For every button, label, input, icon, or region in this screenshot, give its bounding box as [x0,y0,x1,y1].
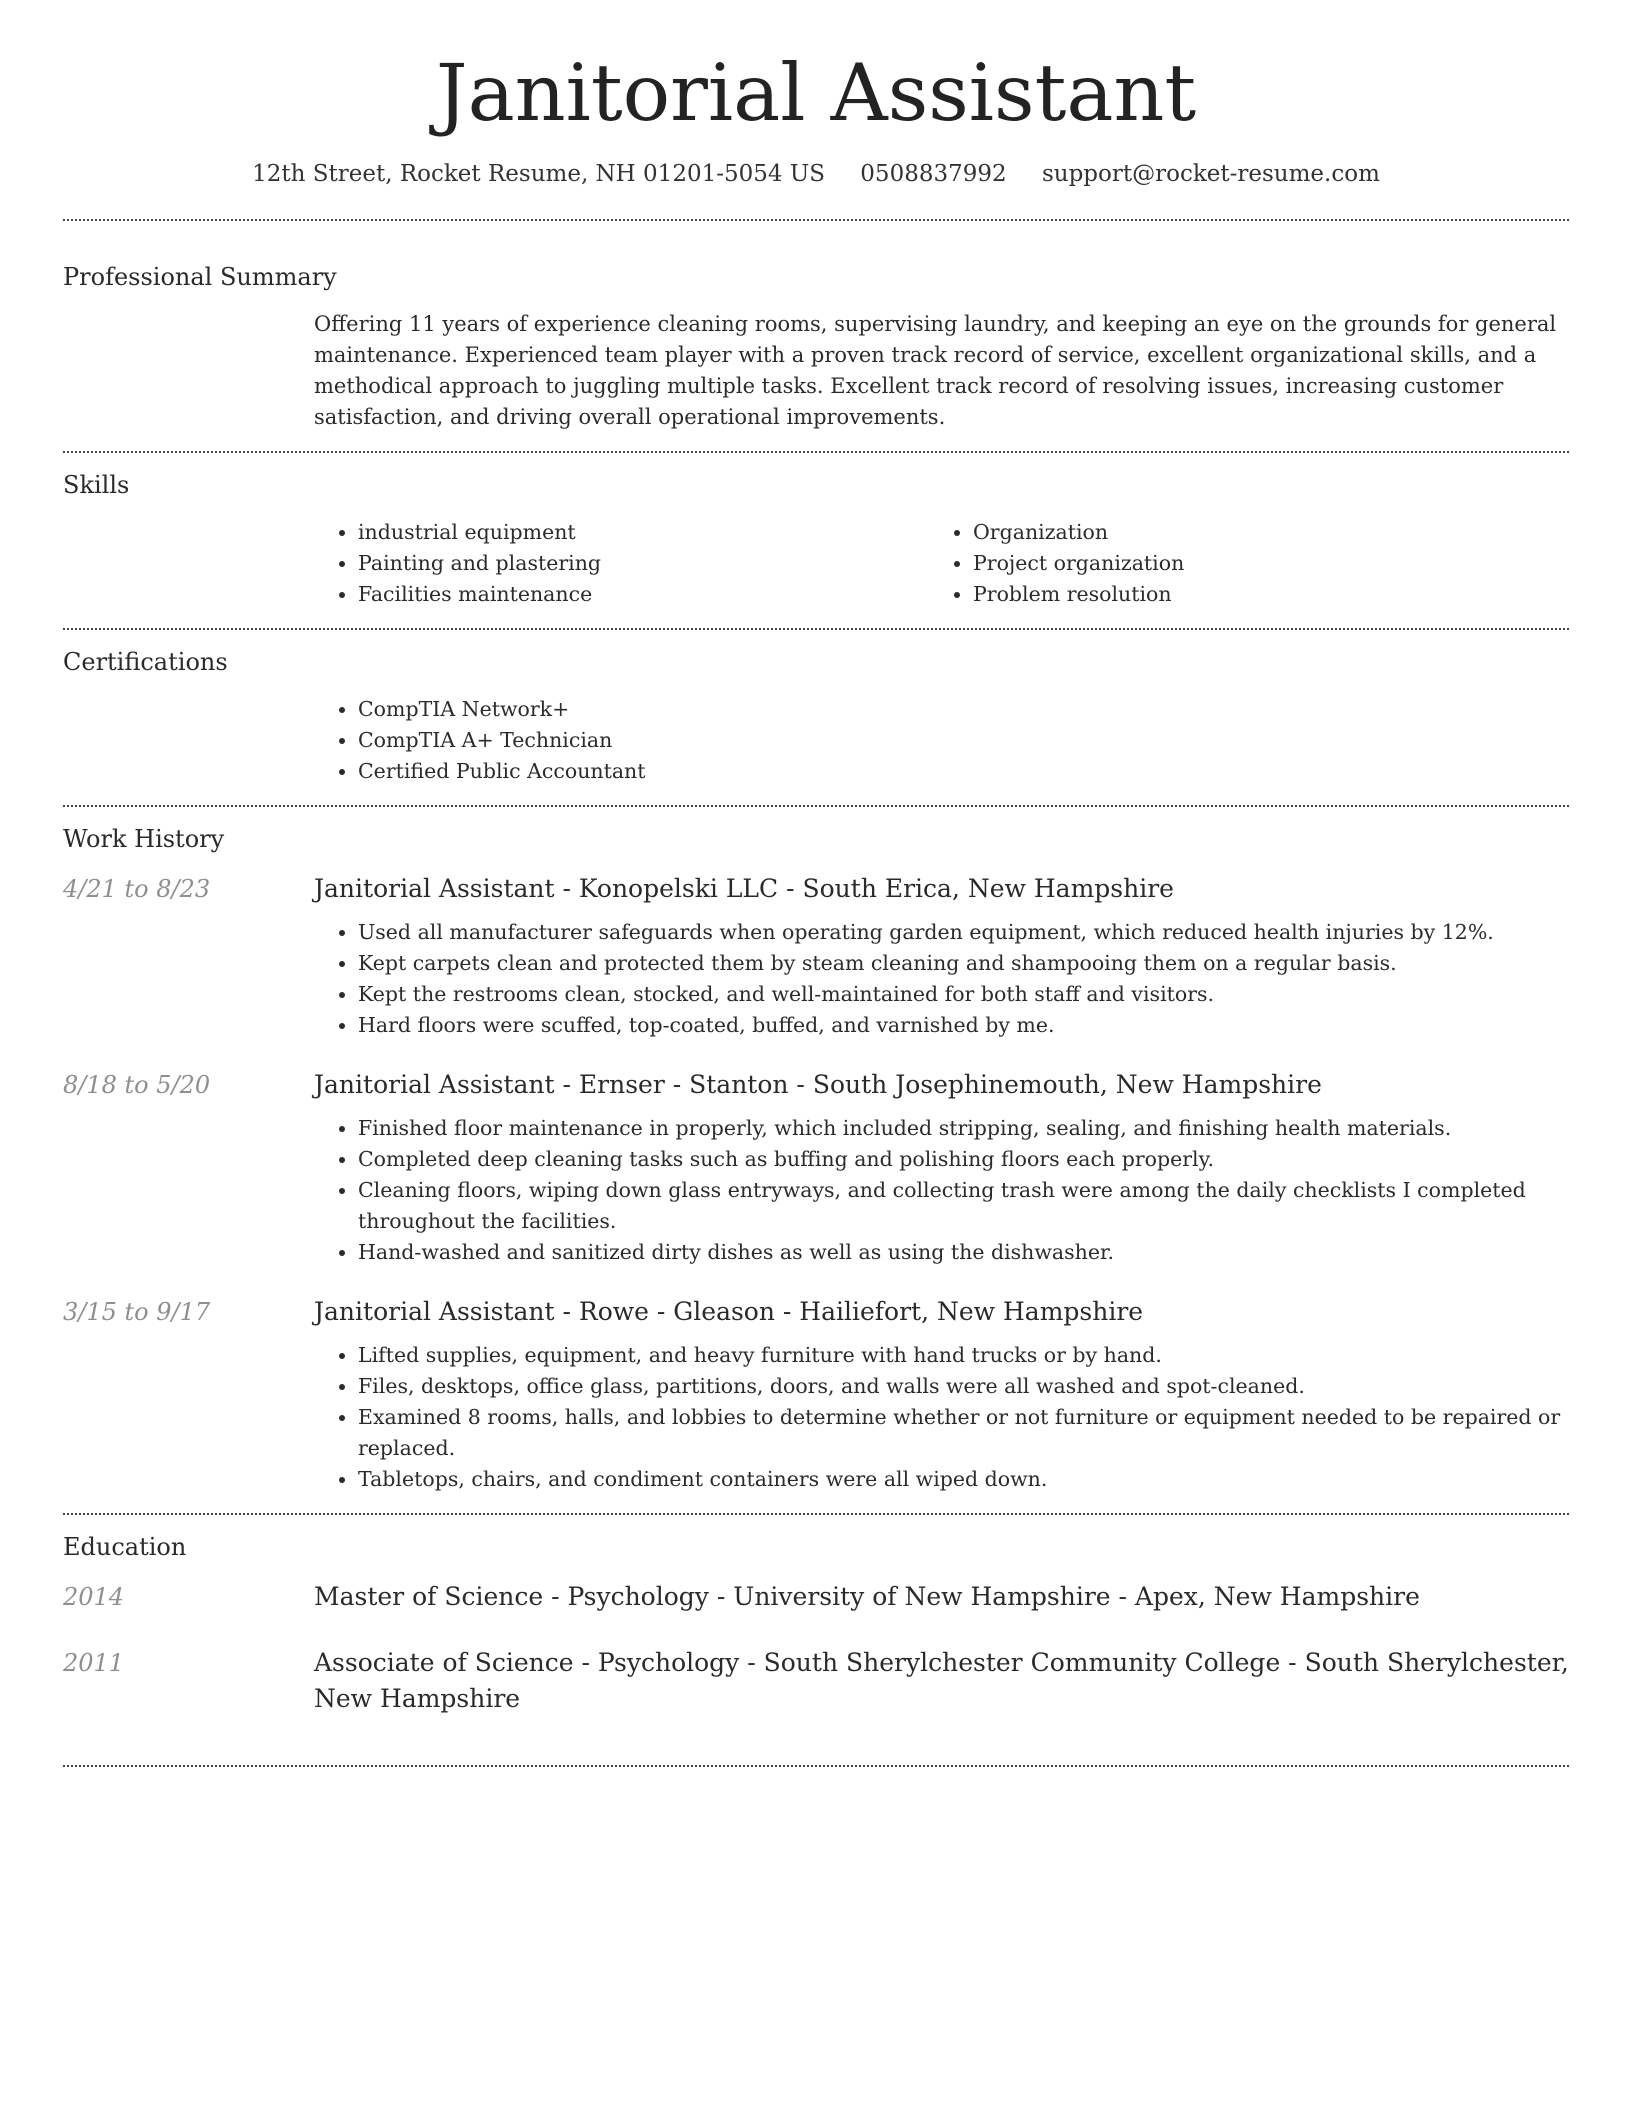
summary-text: Offering 11 years of experience cleaning rooms, supervising laundry, and keeping an eye on the grounds for general maintenance. Experienced team player with a proven track record of service, excellent organizational skills, and a methodical approach to juggling multiple tasks. Excellent track record of resolving issues, increasing customer satisfaction, and driving overall operational improvements. [314,311,1557,429]
job-entry [63,1067,1569,1268]
skill-item: • Project organization [973,548,1544,579]
skill-item: • industrial equipment [358,517,929,548]
education-year: 2014 [63,1582,125,1611]
job-bullet: • Hard floors were scuffed, top-coated, buffed, and varnished by me. [358,1010,1569,1041]
job-content [314,871,1569,1041]
job-content [314,1294,1569,1495]
contact-email: support@rocket-resume.com [1041,160,1380,187]
education-year: 2011 [63,1648,125,1677]
certification-item: • CompTIA A+ Technician [358,725,1569,756]
skills-column-left [314,517,929,610]
skill-item: • Facilities maintenance [358,579,929,610]
skill-item: • Organization [973,517,1544,548]
job-bullet: • Tabletops, chairs, and condiment containers were all wiped down. [358,1464,1569,1495]
work-history-section [63,807,1569,1513]
education-content [314,1645,1569,1717]
job-bullet: • Completed deep cleaning tasks such as buffing and polishing floors each properly. [358,1144,1569,1175]
job-dates: 3/15 to 9/17 [63,1297,211,1326]
job-entry [63,871,1569,1041]
summary-section [63,221,1569,451]
education-section [63,1515,1569,1765]
education-content [314,1579,1569,1615]
skill-item: • Problem resolution [973,579,1544,610]
job-heading: Janitorial Assistant - Ernser - Stanton - South Josephinemouth, New Hampshire [314,1069,1322,1099]
certification-item: • CompTIA Network+ [358,694,1569,725]
contact-address: 12th Street, Rocket Resume, NH 01201-5054 US [252,160,825,187]
education-entry [63,1579,1569,1615]
job-dates: 4/21 to 8/23 [63,874,211,903]
job-heading: Janitorial Assistant - Rowe - Gleason - Hailiefort, New Hampshire [314,1296,1144,1326]
job-bullet: • Files, desktops, office glass, partitions, doors, and walls were all washed and spot-cleaned. [358,1371,1569,1402]
education-heading: Master of Science - Psychology - University of New Hampshire - Apex, New Hampshire [314,1581,1420,1611]
divider [63,1765,1569,1767]
section-title: Skills [63,470,130,499]
job-entry [63,1294,1569,1495]
section-title: Professional Summary [63,262,337,291]
section-title: Work History [63,824,225,853]
job-bullet: • Lifted supplies, equipment, and heavy furniture with hand trucks or by hand. [358,1340,1569,1371]
job-dates: 8/18 to 5/20 [63,1070,211,1099]
resume-name: Janitorial Assistant [435,47,1197,139]
education-heading: Associate of Science - Psychology - South Sherylchester Community College - South Sherylchester, New Hampshire [314,1647,1569,1713]
job-content [314,1067,1569,1268]
contact-line [63,161,1569,187]
job-bullet: • Kept carpets clean and protected them by steam cleaning and shampooing them on a regular basis. [358,948,1569,979]
job-bullet: • Cleaning floors, wiping down glass entryways, and collecting trash were among the daily checklists I completed throughout the facilities. [358,1175,1569,1237]
certifications-section [63,630,1569,805]
job-bullet: • Kept the restrooms clean, stocked, and well-maintained for both staff and visitors. [358,979,1569,1010]
skill-item: • Painting and plastering [358,548,929,579]
job-heading: Janitorial Assistant - Konopelski LLC - South Erica, New Hampshire [314,873,1174,903]
section-title: Certifications [63,647,228,676]
certification-item: • Certified Public Accountant [358,756,1569,787]
education-entry [63,1645,1569,1717]
section-title: Education [63,1532,187,1561]
job-bullet: • Used all manufacturer safeguards when operating garden equipment, which reduced health injuries by 12%. [358,917,1569,948]
job-bullet: • Examined 8 rooms, halls, and lobbies to determine whether or not furniture or equipment needed to be repaired or replaced. [358,1402,1569,1464]
job-bullet: • Hand-washed and sanitized dirty dishes as well as using the dishwasher. [358,1237,1569,1268]
certifications-list-wrap [314,694,1569,787]
job-bullet: • Finished floor maintenance in properly, which included stripping, sealing, and finishing health materials. [358,1113,1569,1144]
contact-phone: 0508837992 [860,160,1007,187]
skills-section [63,453,1569,628]
skills-grid [314,517,1569,610]
skills-column-right [929,517,1544,610]
